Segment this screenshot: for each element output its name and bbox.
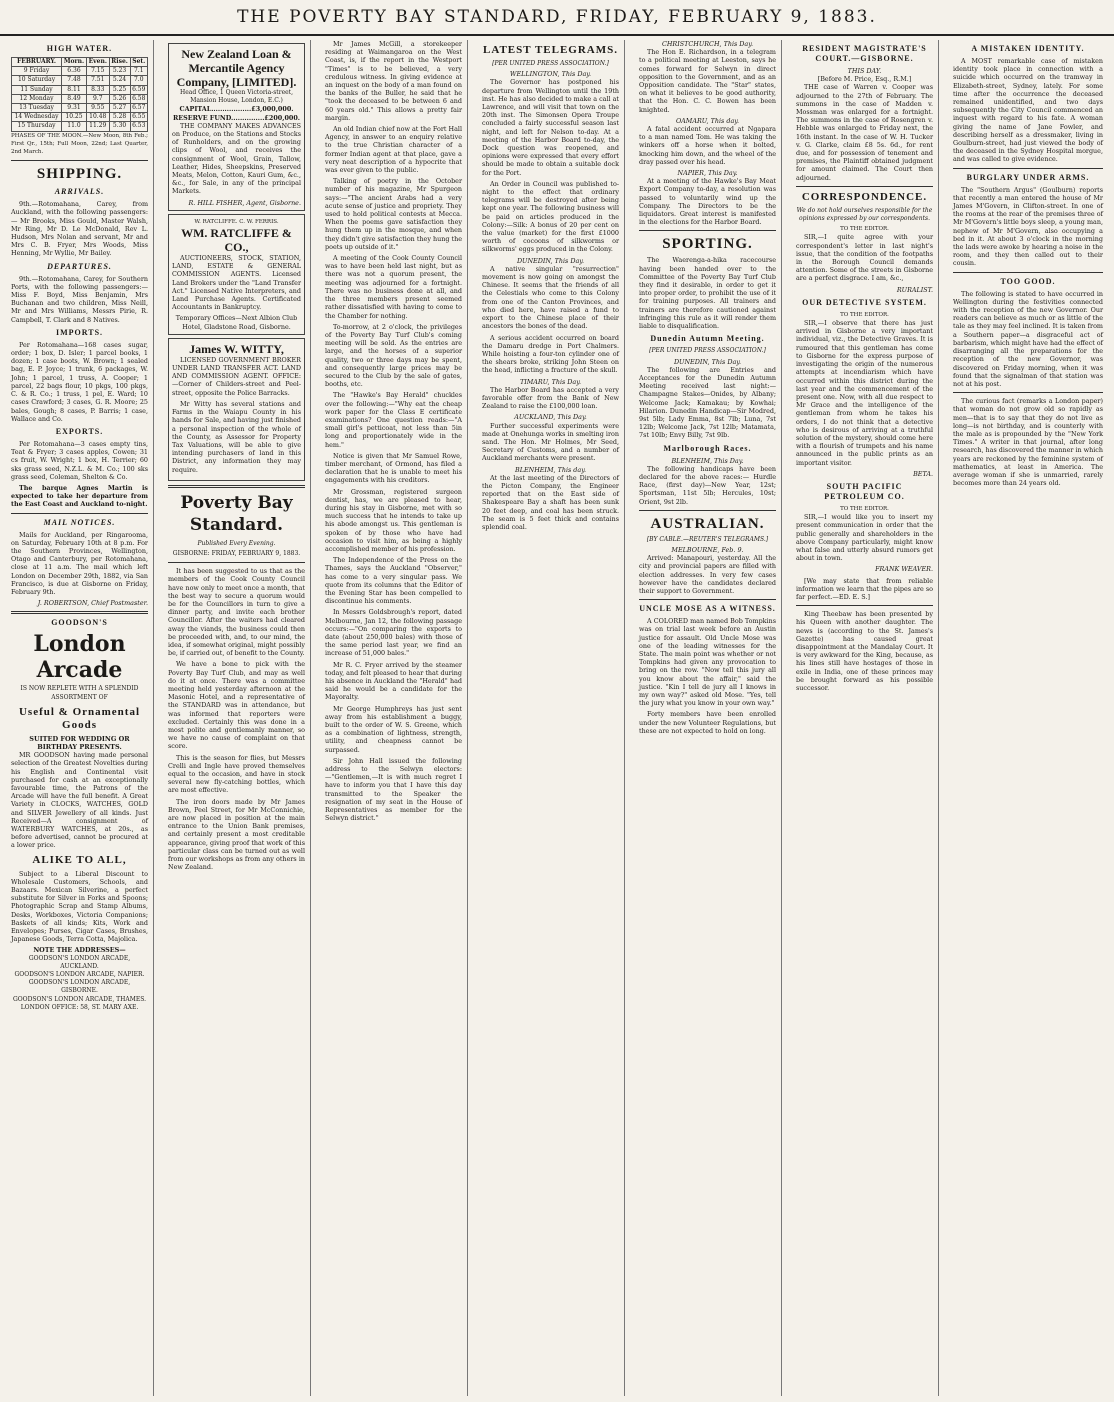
- tide-cell: 8.11: [62, 85, 87, 94]
- tide-cell: 6.58: [130, 94, 147, 103]
- columns: [6, 40, 1108, 1396]
- tide-cell: 6.57: [130, 104, 147, 113]
- editor-1: TO THE EDITOR.: [840, 226, 889, 233]
- auckland-head: AUCKLAND, This Day.: [514, 413, 587, 422]
- col3-p7: Notice is given that Mr Samuel Rowe, timber merchant, of Ormond, has filed a declaration that he is unable to meet his engagements with his creditors.: [325, 451, 462, 485]
- nz-reserve: RESERVE FUND...............£200,000.: [172, 113, 301, 122]
- col3-p6: The "Hawke's Bay Herald" chuckles over the following:—"Why eat the cheap work paper for the Class E certificate examinations? One question reads:—"A small girl's petticoat, not less than 5in long and proportionately wide in the hem.": [325, 391, 462, 449]
- departures-text: 9th.—Rotomahana, Carey, for Southern Ports, with the following passengers:— Miss F. Boyd, Miss Benjamin, Mrs Buchanan and two children, Miss Neill, Mr and Mrs Williams, Messrs Pirie, R. Campbell, T. Clark and 8 Natives.: [11, 274, 148, 324]
- australian-sub: [BY CABLE.—REUTER'S TELEGRAMS.]: [646, 535, 769, 543]
- tide-cell: 9 Friday: [12, 67, 62, 76]
- goodson-big: London Arcade: [33, 631, 126, 684]
- witty-advert: [168, 338, 305, 481]
- australian-title: AUSTRALIAN.: [650, 515, 765, 532]
- tide-table: [11, 57, 148, 132]
- identity-text: A MOST remarkable case of mistaken identity took place in connection with a suicide which occurred on the tramway in Elizabeth-street, Sydney, lately. For some time after the occurrence the deceased remained unidentified, and two days subsequently the City Council commenced an inquest with regard to his fate. A woman giving the name of Jane Fowler, and describing herself as a dressmaker, living in Goulburn-street, had just viewed the body of the deceased in the Sydney Hospital morgue, and was called to give evidence.: [953, 57, 1103, 164]
- col3-p5: To-morrow, at 2 o'clock, the privileges of the Poverty Bay Turf Club's coming meeting will be sold. As the entries are large, and the horses of a superior quality, two or three days may be spent, and consequently large prices may be secured to the Club by the sale of gates, booths, etc.: [325, 322, 462, 389]
- autumn-head: DUNEDIN, This Day.: [673, 357, 742, 366]
- toogood-title: TOO GOOD.: [1000, 276, 1056, 286]
- col3-p10: In Messrs Goldsbrough's report, dated Melbourne, Jan 12, the following passage occurs:—"On comparing the exports to date (about 250,000 bales) with those of the same period last year, we find an increase of 51,000 bales.": [325, 608, 462, 658]
- timaru-head: TIMARU, This Day.: [519, 377, 582, 386]
- melbourne-head: MELBOURNE, Feb. 9.: [671, 545, 744, 554]
- tide-cell: 15 Thursday: [12, 122, 62, 131]
- standard-title: Poverty Bay Standard.: [180, 492, 293, 535]
- dunedin-text: A native singular "resurrection" movement is now going on amongst the Chinese. It seems that the friends of all the Celestials who come to this Colony from one of the Canton Provinces, and who died here, have raised a fund to export to the Chinese place of their ancestors the bones of the dead.: [482, 264, 619, 331]
- arrivals-title: ARRIVALS.: [54, 187, 105, 197]
- witty-text: LICENSED GOVERNMENT BROKER UNDER LAND TRANSFER ACT. LAND AND COMMISSION AGENT. OFFICE:—Corner of Childers-street and Peel-street, opposite the Police Barracks.: [172, 355, 301, 397]
- autumn-sub: [PER UNITED PRESS ASSOCIATION.]: [649, 347, 766, 355]
- letter-2-sign: BETA.: [913, 469, 933, 478]
- witty-title: James W. WITTY,: [189, 341, 284, 356]
- col3-p9: The Independence of the Press on the Thames, says the Auckland "Observer," has come to a very singular pass. We quote from its columns that the Editor of the Evening Star has been compelled to discontinue his comments.: [325, 556, 462, 606]
- tide-cell: 8.49: [62, 94, 87, 103]
- arrivals-text: 9th.—Rotomahana, Carey, from Auckland, with the following passengers:— Mr Brooks, Miss Gould, Master Walsh, Mr Ring, Mr D. Le McDonald, Rev L. Hudson, Mrs Nolan and servant, Mr and Mrs C. B. Fryer, Mrs Woods, Miss Henning, Mr Wyllie, Mr Bailey.: [11, 200, 148, 258]
- letter-2: SIR,—I observe that there has just arrived in Gisborne a very important individual, viz., the Detective Graves. It is rumoured that this gentleman has come to Gisborne for the express purpose of investigating the origin of the numerous attempts at incendiarism which have occurred within this district during the last year and the commencement of the present one. Now, with all due respect to Mr Grace and the intelligence of the gentleman from whom he takes his orders, I do not think that a detective who is desirous of arriving at a truthful solution of the mystery, should come here with a flourish of trumpets and his name announced in the public prints as an important visitor.: [796, 319, 933, 467]
- column-3: [320, 40, 468, 1396]
- oamaru-head: OAMARU, This day.: [675, 116, 740, 125]
- address-line: GOODSON'S LONDON ARCADE, NAPIER.: [14, 971, 145, 979]
- editor-2: TO THE EDITOR.: [840, 311, 889, 318]
- col3-p4: A meeting of the Cook County Council was to have been held last night, but as there was not a quorum present, the meeting was adjourned for a fortnight. There was no business done at all, and the three members present seemed rather dissatisfied with having to come to the Chamber for nothing.: [325, 254, 462, 320]
- tide-row: [12, 85, 148, 94]
- spc-note: [We may state that from reliable information we learn that the pipes are so far perfect.—ED. E. S.]: [796, 576, 933, 601]
- nz-office: Head Office, 1 Queen Victoria-street, Mansion House, London, E.C.): [179, 89, 293, 105]
- court-title: RESIDENT MAGISTRATE'S COURT.—GISBORNE.: [802, 44, 927, 63]
- burglary-text: The "Southern Argus" (Goulburn) reports that recently a man entered the house of Mr James M'Govern, in Clifton-street. In one of the rooms at the rear of the premises three of Mr M'Govern's little boys sleep, a young man, nephew of Mr M'Govern, also occupying a bed in it. At about 3 o'clock in the morning the lads were awoke by hearing a noise in the room, and they then called out to their cousin.: [953, 185, 1103, 268]
- addresses-list: [11, 955, 148, 1012]
- col3-p8: Mr Grossman, registered surgeon dentist, has, we are pleased to hear, during his stay in Gisborne, met with so much success that he intends to take up his abode amongst us. This gentleman is spoken of by those who have had occasion to visit him, as being a highly accomplished member of his profession.: [325, 487, 462, 553]
- marlborough-title: Marlborough Races.: [663, 443, 752, 453]
- tide-cell: 11.0: [62, 122, 87, 131]
- toogood-text: The following is stated to have occurred in Wellington during the festivities connected with the reception of the new Governor. Our readers can believe as much or as little of the tale as they may feel inclined. It is taken from a Southern paper—a disgraceful act of barbarism, which might have had the effect of disarranging all the preparations for the reception of the new Governor, was discovered on Friday morning, when it was found that the signalman of that station was not at his post.: [953, 289, 1104, 388]
- tide-cell: 5.30: [109, 122, 130, 131]
- spc-title: SOUTH PACIFIC PETROLEUM CO.: [824, 481, 905, 501]
- leader-4: The iron doors made by Mr James Brown, Peel Street, for Mr McConnichie, are now placed in position at the main entrance to the Union Bank premises, and certainly present a most creditable appearance, giving proof that work of this particular class can be turned out as well from our workshops as from any others in New Zealand.: [168, 797, 305, 872]
- alike-title: ALIKE TO ALL,: [32, 853, 127, 866]
- shipping-title: SHIPPING.: [36, 166, 123, 183]
- latest-title: LATEST TELEGRAMS.: [483, 44, 618, 56]
- tide-cell: 8.33: [86, 85, 109, 94]
- mose-text: A COLORED man named Bob Tompkins was on trial last week before an Austin justice for assault. Old Uncle Mose was one of the leading witnesses for the State. The main point was whether or not Tompkins had given any provocation to bring on the row. "Now tell this jury all you know about the affair," said the justice. "Kin I tell de jury all I knows in my own way?" asked old Mose. "Yes, tell the jury what you know in your own way.": [639, 617, 776, 708]
- col3-p12: Mr George Humphreys has just sent away from his establishment a buggy, built to the order of W. S. Greene, which as a combination of lightness, strength, utility, and cheapness cannot be surpassed.: [325, 704, 462, 754]
- nz-capital: CAPITAL..................£3,000,000.: [179, 105, 294, 114]
- rat-text: AUCTIONEERS, STOCK, STATION, LAND, ESTATE & GENERAL COMMISSION AGENTS. Licensed Land Brokers under the "Land Transfer Act." Licensed Native Interpreters, and Land Purchase Agents. Certificated Accountants in Bankruptcy.: [172, 254, 301, 312]
- leader-1: It has been suggested to us that as the members of the Cook County Council have now only to meet once a month, that the best way to secure a quorum would be for the Councillors in turn to give a dinner party, and invite each brother Councillor. After the waiters had cleared away the viands, the business could then be proceeded with, and, to our mind, the idea, if somewhat original, might possibly be, if carried out, of benefit to the County.: [168, 567, 305, 658]
- column-7: [948, 40, 1108, 1396]
- tide-cell: 7.15: [86, 67, 109, 76]
- dunedin-text-2: A serious accident occurred on board the Damaru dredge in Port Chalmers. While hoisting a four-ton cylinder one of the shears broke, striking John Steen on the head, inflicting a fracture of the skull.: [482, 333, 619, 375]
- moon-phases: PHASES OF THE MOON.—New Moon, 8th Feb.; First Qr., 15th; Full Moon, 22nd; Last Quarter, 2nd March.: [11, 132, 148, 156]
- tide-cell: 9.31: [62, 104, 87, 113]
- tide-cell: 10.25: [62, 113, 87, 122]
- address-line: GOODSON'S LONDON ARCADE, AUCKLAND.: [28, 954, 131, 970]
- timaru-text: The Harbor Board has accepted a very favorable offer from the Bank of New Zealand to raise the £100,000 loan.: [482, 385, 619, 411]
- tide-row: [12, 104, 148, 113]
- letter-1-sign: RURALIST.: [896, 285, 933, 294]
- burglary-title: BURGLARY UNDER ARMS.: [966, 172, 1090, 182]
- council-text: An Order in Council was published to-night to the effect that ordinary telegrams will be destroyed after being kept one year. The following business will be paid on articles produced in the Colony:—Silk: A bonus of 20 per cent on the value (market) for the first £1000 worth of cocoons of silkworms or silkworms' eggs produced in the Colony.: [482, 179, 619, 254]
- letter-3-sign: FRANK WEAVER.: [875, 565, 933, 574]
- latest-sub: [PER UNITED PRESS ASSOCIATION.]: [492, 60, 609, 67]
- col3-p3: Talking of poetry in the October number of his magazine, Mr Spurgeon says:—"The ancient Arabs had a very acute sense of justice and propriety. They used to hold political contests at Mecca. When the poems gave satisfaction they hung them up in the mosque, and when they didn't give satisfaction they hung the poets up outside of it.": [325, 177, 462, 251]
- sporting-text: The Waerenga-a-hika racecourse having been handed over to the Committee of the Poverty Bay Turf Club they find it desirable, in order to get it into proper order, to prohibit the use of it for training purposes. All trainers and trainers are therefore cautioned against infringing this rule as it will render them liable to disqualification.: [639, 256, 776, 331]
- tide-cell: 6.59: [130, 85, 147, 94]
- wellington-text: The Governor has postponed his departure from Wellington until the 19th inst. He has also decided to make a call at Lawrence, and will visit that town on the 20th inst. The Simonsen Opera Troupe concluded a fairly successful season last night, and left for Nelson to-day. At a meeting of the Harbor Board to-day, the Dock question was reopened, and opinions were expressed that every effort should be made to obtain a suitable dock for the Port.: [482, 78, 619, 177]
- sporting-title: SPORTING.: [662, 236, 753, 253]
- standard-date: GISBORNE: FRIDAY, FEBRUARY 9, 1883.: [172, 549, 301, 557]
- corr-note: We do not hold ourselves responsible for the opinions expressed by our correspondents.: [796, 206, 933, 223]
- tide-cell: 6.36: [62, 67, 87, 76]
- autumn-text: The following are Entries and Acceptances for the Dunedin Autumn Meeting received last night:— Champagne Stakes—Onides, by Albany; Welcome Jack; Kamakau; by Kowhai; Hilarion. Dunedin Handicap—Sir Modred, 9st 5lb; Lady Emma, 8st 7lb; Luna, 7st 12lb; Welcome Jack, 7st 12lb; Matamata, 7st 10lb; Envy Billy, 7st 9lb.: [639, 365, 776, 440]
- tide-cell: 7.1: [130, 67, 147, 76]
- column-4: [477, 40, 625, 1396]
- corr-title: CORRESPONDENCE.: [801, 190, 928, 203]
- blenheim-head: BLENHEIM, This day.: [515, 465, 586, 474]
- departures-title: DEPARTURES.: [47, 261, 112, 271]
- tide-cell: 5.26: [109, 94, 130, 103]
- rat-office: Temporary Offices—Next Albion Club Hotel, Gladstone Road, Gisborne.: [175, 314, 298, 331]
- ratcliffe-advert: [168, 214, 305, 335]
- marlborough-text: The following handicaps have been declared for the above races:— Hurdle Race, (first day)—New Year, 12st; Sportsman, 11st 5lb; Hercules, 10st; Orient, 9st 2lb.: [639, 464, 776, 506]
- tide-cell: 13 Tuesday: [12, 104, 62, 113]
- court-day: THIS DAY.: [847, 67, 882, 75]
- standard-sub: Published Every Evening.: [197, 539, 276, 547]
- tide-cell: 5.23: [109, 67, 130, 76]
- col3-p13: Sir John Hall issued the following address to the Selwyn electors:—"Gentlemen,—It is with much regret I have to inform you that I have this day transmitted to the Speaker the resignation of my seat in the House of Representatives as member for the Selwyn district.": [325, 756, 462, 823]
- mail-sign: J. ROBERTSON, Chief Postmaster.: [37, 599, 148, 608]
- mail-text: Mails for Auckland, per Ringarooma, on Saturday, February 10th at 8 p.m. For the Southern Provinces, Wellington, Otago and Canterbury, per Rotomahana, close at 11 a.m. The mail which left London on December 29th, 1882, via San Francisco, is due at Gisborne on Friday, February 9th.: [11, 530, 148, 596]
- tide-cell: 7.48: [62, 76, 87, 85]
- tide-cell: 9.55: [86, 104, 109, 113]
- dunedin-head: DUNEDIN, This Day.: [516, 256, 585, 265]
- melbourne-text: Arrived: Manapouri, yesterday. All the city and provincial papers are filled with election addresses. In very few cases however have the candidates declared their support to Government.: [639, 554, 776, 595]
- tide-header: Morn.: [62, 58, 87, 67]
- farmers-text: Forty members have been enrolled under the new Volunteer Regulations, but these are not expected to hold on long.: [639, 710, 776, 735]
- goodson-sub: IS NOW REPLETE WITH A SPLENDID ASSORTMENT OF: [20, 685, 139, 701]
- mail-title: MAIL NOTICES.: [43, 517, 116, 527]
- tide-cell: 10 Saturday: [12, 76, 62, 85]
- nz-sign: R. HILL FISHER, Agent, Gisborne.: [188, 198, 301, 207]
- tide-title: HIGH WATER.: [46, 44, 113, 53]
- tide-header: Set.: [130, 58, 147, 67]
- tide-cell: 5.27: [109, 104, 130, 113]
- tide-row: [12, 113, 148, 122]
- col3-p11: Mr R. C. Fryer arrived by the steamer today, and felt pleased to hear that during his absence in Auckland the "Herald" had said he would be a candidate for the Mayoralty.: [325, 660, 462, 702]
- curious-text: The curious fact (remarks a London paper) that woman do not grow old so rapidly as men—that is to say that they do not live as long—is not birthday, and is counterly with the male as is propounded by the "New York Times." A writer in that journal, after long research, has discovered the manner in which years are reckoned by the feminine system of mathematics, at least in America. The average woman if she is unmarried, rarely becomes more than 24 years old.: [953, 397, 1103, 488]
- column-1: [6, 40, 154, 1396]
- col3-p2: An old Indian chief now at the Fort Hall Agency, in answer to an enquiry relative to the true Christian character of a former Indian agent at that place, gave a very neat description of a hypocrite that was ever given to the public.: [325, 125, 462, 175]
- masthead: THE POVERTY BAY STANDARD, FRIDAY, FEBRUARY 9, 1883.: [0, 0, 1114, 36]
- exports-text: Per Rotomahana—3 cases empty tins, Teat & Fryer; 3 cases apples, Cowen; 31 cs fruit, W. Wright; 1 box, H. Terrier; 60 sks grass seed, N.Z.L. & M. Co.; 100 sks grass seed, Coleman, Shelton & Co.: [11, 439, 148, 481]
- tide-cell: 6.53: [130, 122, 147, 131]
- napier-text: At a meeting of the Hawke's Bay Meat Export Company to-day, a resolution was passed to voluntarily wind up the Company. The Directors to be the liquidators. Great interest is manifested in the elections for the Harbor Board.: [639, 177, 776, 227]
- address-line: LONDON OFFICE: 58, ST. MARY AXE.: [20, 1003, 139, 1011]
- tide-cell: 10.48: [86, 113, 109, 122]
- column-2: [163, 40, 311, 1396]
- tide-cell: 5.28: [109, 113, 130, 122]
- tide-row: [12, 122, 148, 131]
- christchurch-text: The Hon E. Richardson, in a telegram to a political meeting at Leeston, says he comes forward for Selwyn in direct opposition to the Government, and as an Opposition candidate. The "Star" states, on what it believes to be good authority, that the Hon. C. C. Bowen has been knighted.: [639, 48, 776, 114]
- napier-head: NAPIER, This Day.: [677, 169, 738, 178]
- wellington-head: WELLINGTON, This Day.: [509, 70, 592, 79]
- identity-title: A MISTAKEN IDENTITY.: [971, 44, 1085, 53]
- detective-title: OUR DETECTIVE SYSTEM.: [802, 297, 927, 307]
- tide-cell: 11 Sunday: [12, 85, 62, 94]
- imports-title: IMPORTS.: [55, 327, 104, 337]
- tide-row: [12, 67, 148, 76]
- oamaru-text: A fatal accident occurred at Ngapara to a man named Tom. He was taking the winkers off a horse when it bolted, knocking him down, and the wheel of the dray passed over his head.: [639, 125, 776, 166]
- mose-title: UNCLE MOSE AS A WITNESS.: [639, 604, 776, 614]
- witty-note: Mr Witty has several stations and Farms in the Waiapu County in his hands for Sale, and having just finished a personal inspection of the whole of the County, as Assessor for Property Tax Valuations, will be able to give intending purchasers of land in this District, any information they may require.: [172, 399, 301, 474]
- tide-cell: 11.29: [86, 122, 109, 131]
- tide-cell: 7.51: [86, 76, 109, 85]
- tide-row: [12, 76, 148, 85]
- letter-1: SIR,—I quite agree with your correspondent's letter in last night's issue, that the condition of the footpaths in the Borough Council demands attention. Some of the streets in Gisborne are a perfect disgrace. I am, &c.,: [796, 233, 933, 283]
- court-before: [Before M. Price, Esq., R.M.]: [817, 75, 912, 84]
- nz-loan-advert: [168, 43, 305, 211]
- tide-header: Rise.: [109, 58, 130, 67]
- tide-cell: 12 Monday: [12, 94, 62, 103]
- blenheim-text: At the last meeting of the Directors of the Picton Company, the Engineer reported that on the East side of Shakespeare Bay a shaft has been sunk 20 feet deep, and coal has been struck. The seam is 5 feet thick and contains splendid coal.: [482, 473, 619, 531]
- court-text: THE case of Warren v. Cooper was adjourned to the 27th of February. The summons in the case of Madden v. Mossman was enlarged for a fortnight. The summons in the case of Rosengren v. Hebble was enlarged to Friday next, the 16th instant. In the case of W. H. Tucker v. G. Clarke, claim £8 5s. 6d., for rent due, and for possession of tenement and premises, the Plaintiff obtained judgment for amount claimed. The Court then adjourned.: [796, 83, 933, 182]
- addresses-title: NOTE THE ADDRESSES—: [33, 946, 126, 955]
- address-line: GOODSON'S LONDON ARCADE, THAMES.: [12, 995, 147, 1003]
- rat-names: W. RATCLIFFE. C. W. FERRIS.: [194, 218, 279, 225]
- tide-cell: 5.25: [109, 85, 130, 94]
- leader-2: We have a bone to pick with the Poverty Bay Turf Club, and may as well do it at once. There was a committee meeting held yesterday afternoon at the Masonic Hotel, and a representative of the STANDARD was in attendance, but was informed that reporters were excluded. Certainly this was done in a most polite and gentlemanly manner, so we have no cause of complaint on that score.: [168, 660, 305, 751]
- arrival-note: The barque Agnes Martin is expected to take her departure from the East Coast and Auckland to-night.: [11, 483, 148, 509]
- auckland-text: Further successful experiments were made at Onehunga works in smelting iron sand. The Hon. Mr Holmes, Mr Seed, Secretary of Customs, and a number of Auckland merchants were present.: [482, 421, 619, 463]
- marlborough-head: BLENHEIM, This Day.: [671, 456, 744, 465]
- leader-3: This is the season for flies, but Messrs Crelli and Ingle have proved themselves equal to the occasion, and have in stock several new fly-catching bottles, which are most effective.: [168, 753, 305, 795]
- tide-cell: 7.0: [130, 76, 147, 85]
- autumn-title: Dunedin Autumn Meeting.: [650, 334, 765, 344]
- letter-3: SIR,—I would like you to insert my present communication in order that the public generally and shareholders in the above Company particularly, might know what false and utterly absurd rumors get about in town.: [796, 513, 933, 563]
- nz-text: THE COMPANY MAKES ADVANCES on Produce, on the Stations and Stocks of Runholders, and on the growing clips of Wool, and receives the consignment of Wool, Grain, Tallow, Leather, Hides, Sheepskins, Preserved Meats, Melon, Cotton, Kauri Gum, &c., &c., for Sale, in any of the principal Markets.: [172, 121, 301, 196]
- tide-header: Even.: [86, 58, 109, 67]
- column-6: [791, 40, 939, 1396]
- goodson-small: GOODSON'S: [51, 618, 108, 628]
- goodson-text: MR GOODSON having made personal selection of the Greatest Novelties during his English and Continental visit purchased for cash at an exceptionally favourable time, the Patrons of the Arcade will have the full benefit. A Great Variety in CLOCKS, WATCHES, GOLD and SILVER Jewellery of all kinds. Just Received—A consignment of WATERBURY WATCHES, at 20s., as before advertised, cannot be procured at a lower price.: [11, 751, 148, 850]
- address-line: GOODSON'S LONDON ARCADE, GISBORNE.: [28, 979, 131, 995]
- goodson-goods: Useful & Ornamental Goods: [18, 705, 141, 731]
- tide-header: FEBRUARY.: [12, 58, 62, 67]
- king-text: King Theebaw has been presented by his Queen with another daughter. The news is (according to the St. James's Gazette) has caused great disappointment at the Mandalay Court. It is very awkward for the King, because, as his lines still have hostages of those in exile in India, one of these princes may be brought forward as his possible successor.: [796, 610, 933, 692]
- editor-3: TO THE EDITOR.: [840, 505, 889, 512]
- goodson-suited: SUITED FOR WEDDING OR BIRTHDAY PRESENTS.: [29, 734, 130, 751]
- tide-row: [12, 94, 148, 103]
- col3-p1: Mr James McGill, a storekeeper residing at Waimangaroa on the West Coast, is, if the report in the Westport "Times" is to be believed, a very credulous witness. In giving evidence at an inquest on the body of a man found on the banks of the Buller, he said that he "took the deceased to be between 6 and 60 years old." This allows a pretty fair margin.: [325, 40, 462, 122]
- tide-cell: 14 Wednesday: [12, 113, 62, 122]
- nz-title: New Zealand Loan & Mercantile Agency Company, [LIMITED].: [176, 47, 297, 89]
- christchurch-head: CHRISTCHURCH, This Day.: [661, 40, 754, 48]
- tide-cell: 6.55: [130, 113, 147, 122]
- tide-cell: 9.7: [86, 94, 109, 103]
- tide-cell: 5.24: [109, 76, 130, 85]
- rat-title: WM. RATCLIFFE & CO.,: [181, 226, 292, 255]
- alike-text: Subject to a Liberal Discount to Wholesale Customers, Schools, and Bazaars. Mexican Silverine, a perfect substitute for Silver in Forks and Spoons; Photographic Scrap and Stamp Albums, Desks, Workboxes, Victoria Companions; Baskets of all kinds; Kits, Work and Envelopes; Purses, Cigar Cases, Brushes, Japanese Goods, Terra Cotta, Majolica.: [11, 869, 148, 944]
- column-5: [634, 40, 782, 1396]
- imports-text: Per Rotomahana—168 cases sugar, order; 1 box, D. Isler; 1 parcel books, 1 dozen; 1 case boots, W. Brown; 1 sealed bag, E. P. Joyce; 1 trunk, 6 packages, W. John; 1 parcel, 1 truss, A. Cooper; 1 parcel, 22 bags flour, 10 pkgs, 100 pkgs, C. & R. Co.; 1 truss, 1 pel, E. Ward; 10 cases Crawford; 3 cases, G. R. Moore; 25 bales, Gough; 8 cases, P. Barris; 1 case, Wallace and Co.: [11, 340, 148, 423]
- exports-title: EXPORTS.: [55, 426, 104, 436]
